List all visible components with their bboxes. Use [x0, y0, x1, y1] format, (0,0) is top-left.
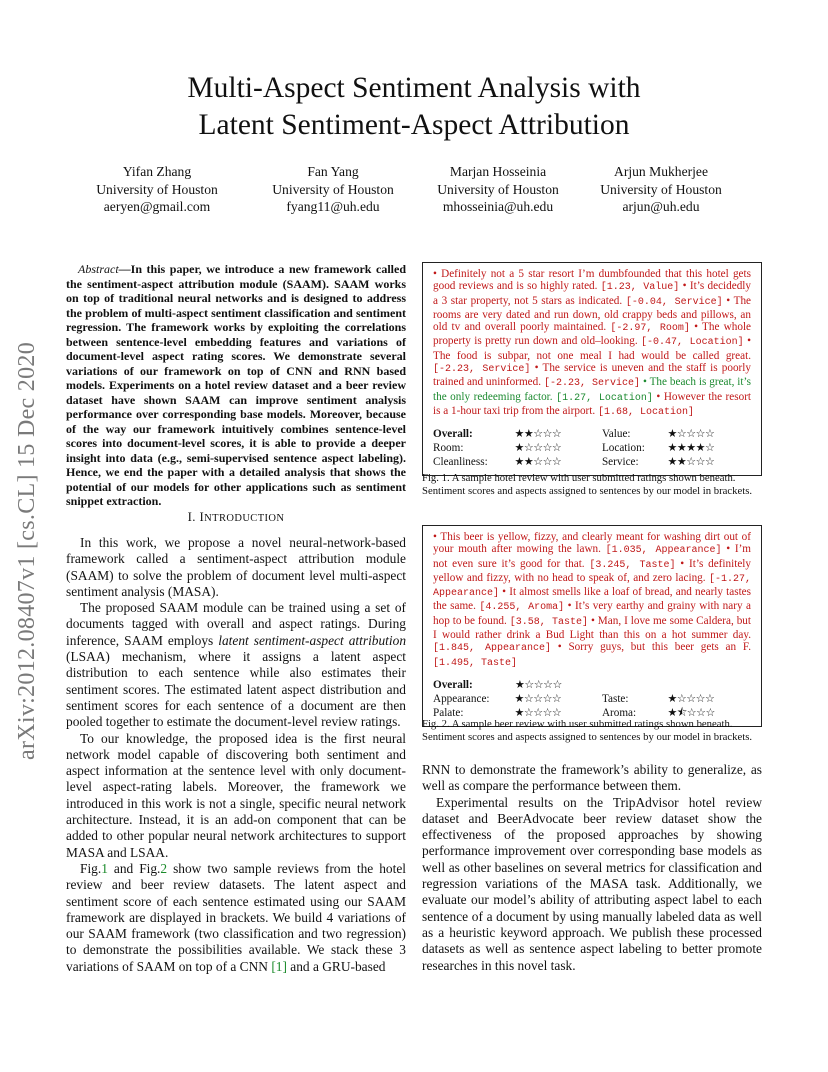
star-rating-icon: ★★☆☆☆: [514, 427, 562, 441]
section-title-rest: NTRODUCTION: [204, 513, 285, 524]
author-name: Arjun Mukherjee: [614, 164, 708, 179]
sentence-score-tag: [1.845, Appearance]: [433, 643, 551, 655]
star-rating-icon: ★☆☆☆☆: [514, 705, 562, 719]
rating-label: Room:: [433, 442, 464, 455]
intro-paragraph-4: Fig.1 and Fig.2 show two sample reviews from the hotel review and beer review datasets. The latent aspect and sentiment score of each sentence estimated using our SAAM framework are displayed in brackets. We build 4 variations of our SAAM framework (two classification and two regression) to demonstrate the possibilities available. We stack these 3 variations of SAAM on top of a CNN [1] and a GRU-based: [66, 860, 406, 974]
sentence-score-tag: [1.23, Value]: [600, 282, 680, 294]
review-sentence: • It almost smells like a loaf of bread, and nearly tastes the same. [4.255, Aroma]: [433, 586, 752, 614]
title-line-1: Multi-Aspect Sentiment Analysis with: [187, 72, 641, 104]
star-rating-icon: ★★☆☆☆: [514, 455, 562, 469]
review-sentence: • It’s definitely yellow and fizzy, with no head to speak of, and zero lacing. [-1.27, Appearance]: [433, 557, 751, 600]
star-rating-icon: ★☆☆☆☆: [514, 691, 562, 705]
author-name: Marjan Hosseinia: [449, 164, 547, 179]
review-sentence: • It’s decidedly a 3 star property, not 5 stars as indicated. [-0.04, Service]: [433, 280, 751, 308]
sentence-score-tag: [-2.23, Service]: [543, 378, 641, 390]
intro-paragraph-2: The proposed SAAM module can be trained using a set of documents tagged with overall and aspect ratings. During inference, SAAM employs latent sentiment-aspect attribution (LSAA) mechanism, where it assigns a latent aspect distribution to each sentence while also estimates their sentiment scores. The estimated latent aspect distribution and sentiment scores for each sentence of a document are then pooled together to estimate the document-level review ratings.: [66, 600, 407, 730]
star-rating-icon: ★☆☆☆☆: [514, 441, 562, 455]
sentence-score-tag: [1.495, Taste]: [433, 657, 518, 669]
sentence-score-tag: [-2.23, Service]: [433, 364, 531, 376]
title-line-2: Latent Sentiment-Aspect Attribution: [198, 109, 630, 141]
rating-row: [433, 441, 751, 455]
figure-2-caption: Fig. 2. A sample beer review with user submitted ratings shown beneath. Sentiment scores and aspects assigned to sentences by our model in brackets.: [422, 718, 753, 743]
left-column-body: [66, 535, 406, 975]
rating-label: Aroma:: [601, 706, 637, 719]
author-email: arjun@uh.edu: [622, 199, 700, 214]
author-affiliation: University of Houston: [96, 181, 218, 197]
review-sentence: • The rooms are very dated and run down, old crappy beds and pillows, an old tv and overall poorly maintained. [-2.97, Room]: [433, 294, 752, 335]
rating-label: Location:: [601, 442, 645, 455]
star-rating-icon: ★⯪☆☆☆: [667, 705, 715, 719]
review-sentence: • The whole property is pretty run down and old–looking. [-0.47, Location]: [433, 321, 752, 349]
sentence-score-tag: [3.245, Taste]: [589, 559, 676, 571]
paper-title: [0, 70, 828, 144]
review-sentence: • The service is uneven and the staff is poorly trained and uninformed. [-2.23, Service]: [433, 362, 751, 390]
rating-label: Value:: [601, 428, 631, 441]
sentence-score-tag: [4.255, Aroma]: [479, 602, 565, 614]
rating-row: [433, 692, 751, 706]
section-number: I.: [187, 510, 196, 524]
star-rating-icon: ★★☆☆☆: [667, 455, 715, 469]
author-affiliation: University of Houston: [600, 181, 722, 197]
abstract-label: Abstract: [78, 262, 119, 276]
sentence-score-tag: [3.58, Taste]: [509, 616, 588, 628]
author-name: Yifan Zhang: [122, 164, 192, 179]
figure-1-review: [433, 268, 751, 419]
rating-label: Appearance:: [433, 692, 490, 705]
figure-1-ratings: [433, 427, 751, 469]
section-heading: [66, 510, 406, 525]
arxiv-stamp: arXiv:2012.08407v1 [cs.CL] 15 Dec 2020: [14, 342, 40, 760]
section-title-initial: I: [199, 510, 205, 524]
rating-label: Taste:: [601, 692, 629, 705]
figure-ref-link[interactable]: 1: [101, 860, 108, 876]
sentence-score-tag: [-0.04, Service]: [625, 296, 723, 308]
rating-row: [433, 427, 751, 441]
review-sentence: • This beer is yellow, fizzy, and clearly meant for washing dirt out of your mouth after mowing the lawn. [1.035, Appearance]: [433, 531, 751, 557]
review-sentence: • The beach is great, it’s the only redeeming factor. [1.27, Location]: [433, 376, 751, 404]
intro-paragraph-3: To our knowledge, the proposed idea is the first neural network model capable of discovering both sentiment and aspect information at the sentence level with only document-level aspect-rating labels. Moreover, the framework we introduced in this work is not a single, specific neural network architecture. Instead, it is an add-on component that can be added to other popular neural network architectures to support MASA and LSAA.: [66, 730, 406, 860]
review-sentence: • It’s very earthy and grainy with nary a hop to be found. [3.58, Taste]: [433, 600, 751, 628]
rating-label: Palate:: [433, 706, 464, 719]
author-block: [57, 163, 257, 216]
abstract: Abstract—In this paper, we introduce a new framework called the sentiment-aspect attribution module (SAAM). SAAM works on top of traditional neural networks and is designed to address the problem of multi-aspect sentiment classification and sentiment regression. The framework works by exploiting the correlations between sentence-level embedding features and variations of document-level aspect rating scores. We demonstrate several variations of our framework on top of CNN and RNN based models. Experiments on a hotel review dataset and a beer review dataset have shown SAAM can improve sentiment analysis performance over corresponding base models. Moreover, because of the way our framework intuitively combines sentence-level scores into document-level scores, it is able to provide a deeper insight into data (e.g., semi-supervised sentence aspect labeling). Hence, we end the paper with a detailed analysis that shows the potential of our models for other applications such as sentiment snippet extraction.: [66, 262, 406, 508]
star-rating-icon: ★★★★☆: [667, 441, 715, 455]
figure-2-box: [422, 525, 762, 727]
right-paragraph-2: Experimental results on the TripAdvisor hotel review dataset and BeerAdvocate beer review dataset show the effectiveness of the proposed approaches by showing performance improvement over corresponding base models as well as other baselines on several metrics for classification and regression variations of the MASA task. Additionally, we evaluate our model’s ability of attributing aspect label to each sentence of a document by using manually labeled data as well as a heuristic keyword approach. We publish these processed datasets as well as sentence aspect labeling to better promote researches in this novel task.: [422, 794, 762, 973]
abstract-text: In this paper, we introduce a new framework called the sentiment-aspect attribution module (SAAM). SAAM works on top of traditional neural networks and is designed to address the problem of multi-aspect sentiment classification and sentiment regression. The framework works by exploiting the correlations between sentence-level embedding features and variations of document-level aspect rating scores. We demonstrate several variations of our framework on top of CNN and RNN based models. Experiments on a hotel review dataset and a beer review dataset have shown SAAM can improve sentiment analysis performance over corresponding base models. Moreover, because of the way our framework intuitively combines sentence-level scores into document-level scores, it is able to provide a deeper insight into data (e.g., semi-supervised sentence aspect labeling). Hence, we end the paper with a detailed analysis that shows the potential of our models for other applications such as sentiment snippet extraction.: [66, 262, 406, 508]
review-sentence: • I’m not even sure it’s good for that. [3.245, Taste]: [433, 543, 751, 571]
rating-row: [433, 678, 751, 692]
right-paragraph-1: RNN to demonstrate the framework’s ability to generalize, as well as compare the performance between them.: [422, 762, 762, 794]
figure-2-ratings: [433, 678, 751, 720]
star-rating-icon: ★☆☆☆☆: [667, 427, 715, 441]
author-name: Fan Yang: [307, 164, 359, 179]
rating-label: Cleanliness:: [433, 456, 488, 469]
sentence-score-tag: [-2.97, Room]: [610, 323, 690, 335]
figure-1-box: [422, 262, 762, 476]
review-sentence: • The food is subpar, not one meal I had would be called great. [-2.23, Service]: [433, 335, 751, 376]
review-sentence: • Sorry guys, but this beer gets an F. [1.495, Taste]: [433, 641, 751, 669]
author-block: [561, 163, 761, 216]
sentence-score-tag: [1.035, Appearance]: [605, 545, 722, 557]
author-email: aeryen@gmail.com: [103, 199, 211, 214]
author-email: fyang11@uh.edu: [286, 199, 380, 214]
figure-2-review: [433, 531, 751, 670]
author-affiliation: University of Houston: [272, 181, 394, 197]
review-sentence: • Definitely not a 5 star resort I’m dumbfounded that this hotel gets good reviews and is so highly rated. [1.23, Value]: [433, 268, 751, 294]
rating-label: Overall:: [433, 678, 473, 691]
star-rating-icon: ★☆☆☆☆: [667, 691, 715, 705]
figure-ref-link[interactable]: 2: [160, 860, 168, 876]
sentence-score-tag: [1.27, Location]: [556, 392, 653, 404]
sentence-score-tag: [-0.47, Location]: [641, 337, 744, 349]
sentence-score-tag: [1.68, Location]: [597, 406, 694, 418]
review-sentence: • Man, I love me some Caldera, but I would rather drink a Bud Light than this on a hot summer day. [1.845, Appearance]: [433, 614, 752, 655]
intro-paragraph-1: In this work, we propose a novel neural-network-based framework called a sentiment-aspect attribution module (SAAM) to solve the problem of document level multi-aspect sentiment analysis (MASA).: [66, 535, 406, 599]
author-email: mhosseinia@uh.edu: [442, 199, 554, 214]
citation-link[interactable]: [1]: [271, 958, 287, 974]
sentence-score-tag: [-1.27, Appearance]: [433, 573, 751, 600]
review-sentence: • However the resort is a 1-hour taxi trip from the airport. [1.68, Location]: [433, 390, 752, 418]
rating-label: Service:: [601, 456, 639, 469]
author-affiliation: University of Houston: [437, 181, 559, 197]
rating-row: [433, 455, 751, 469]
right-column-body: [422, 762, 762, 974]
figure-1-caption: Fig. 1. A sample hotel review with user submitted ratings shown beneath. Sentiment scores and aspects assigned to sentences by our model in brackets.: [422, 472, 753, 497]
rating-label: Overall:: [433, 428, 473, 441]
star-rating-icon: ★☆☆☆☆: [515, 677, 562, 691]
